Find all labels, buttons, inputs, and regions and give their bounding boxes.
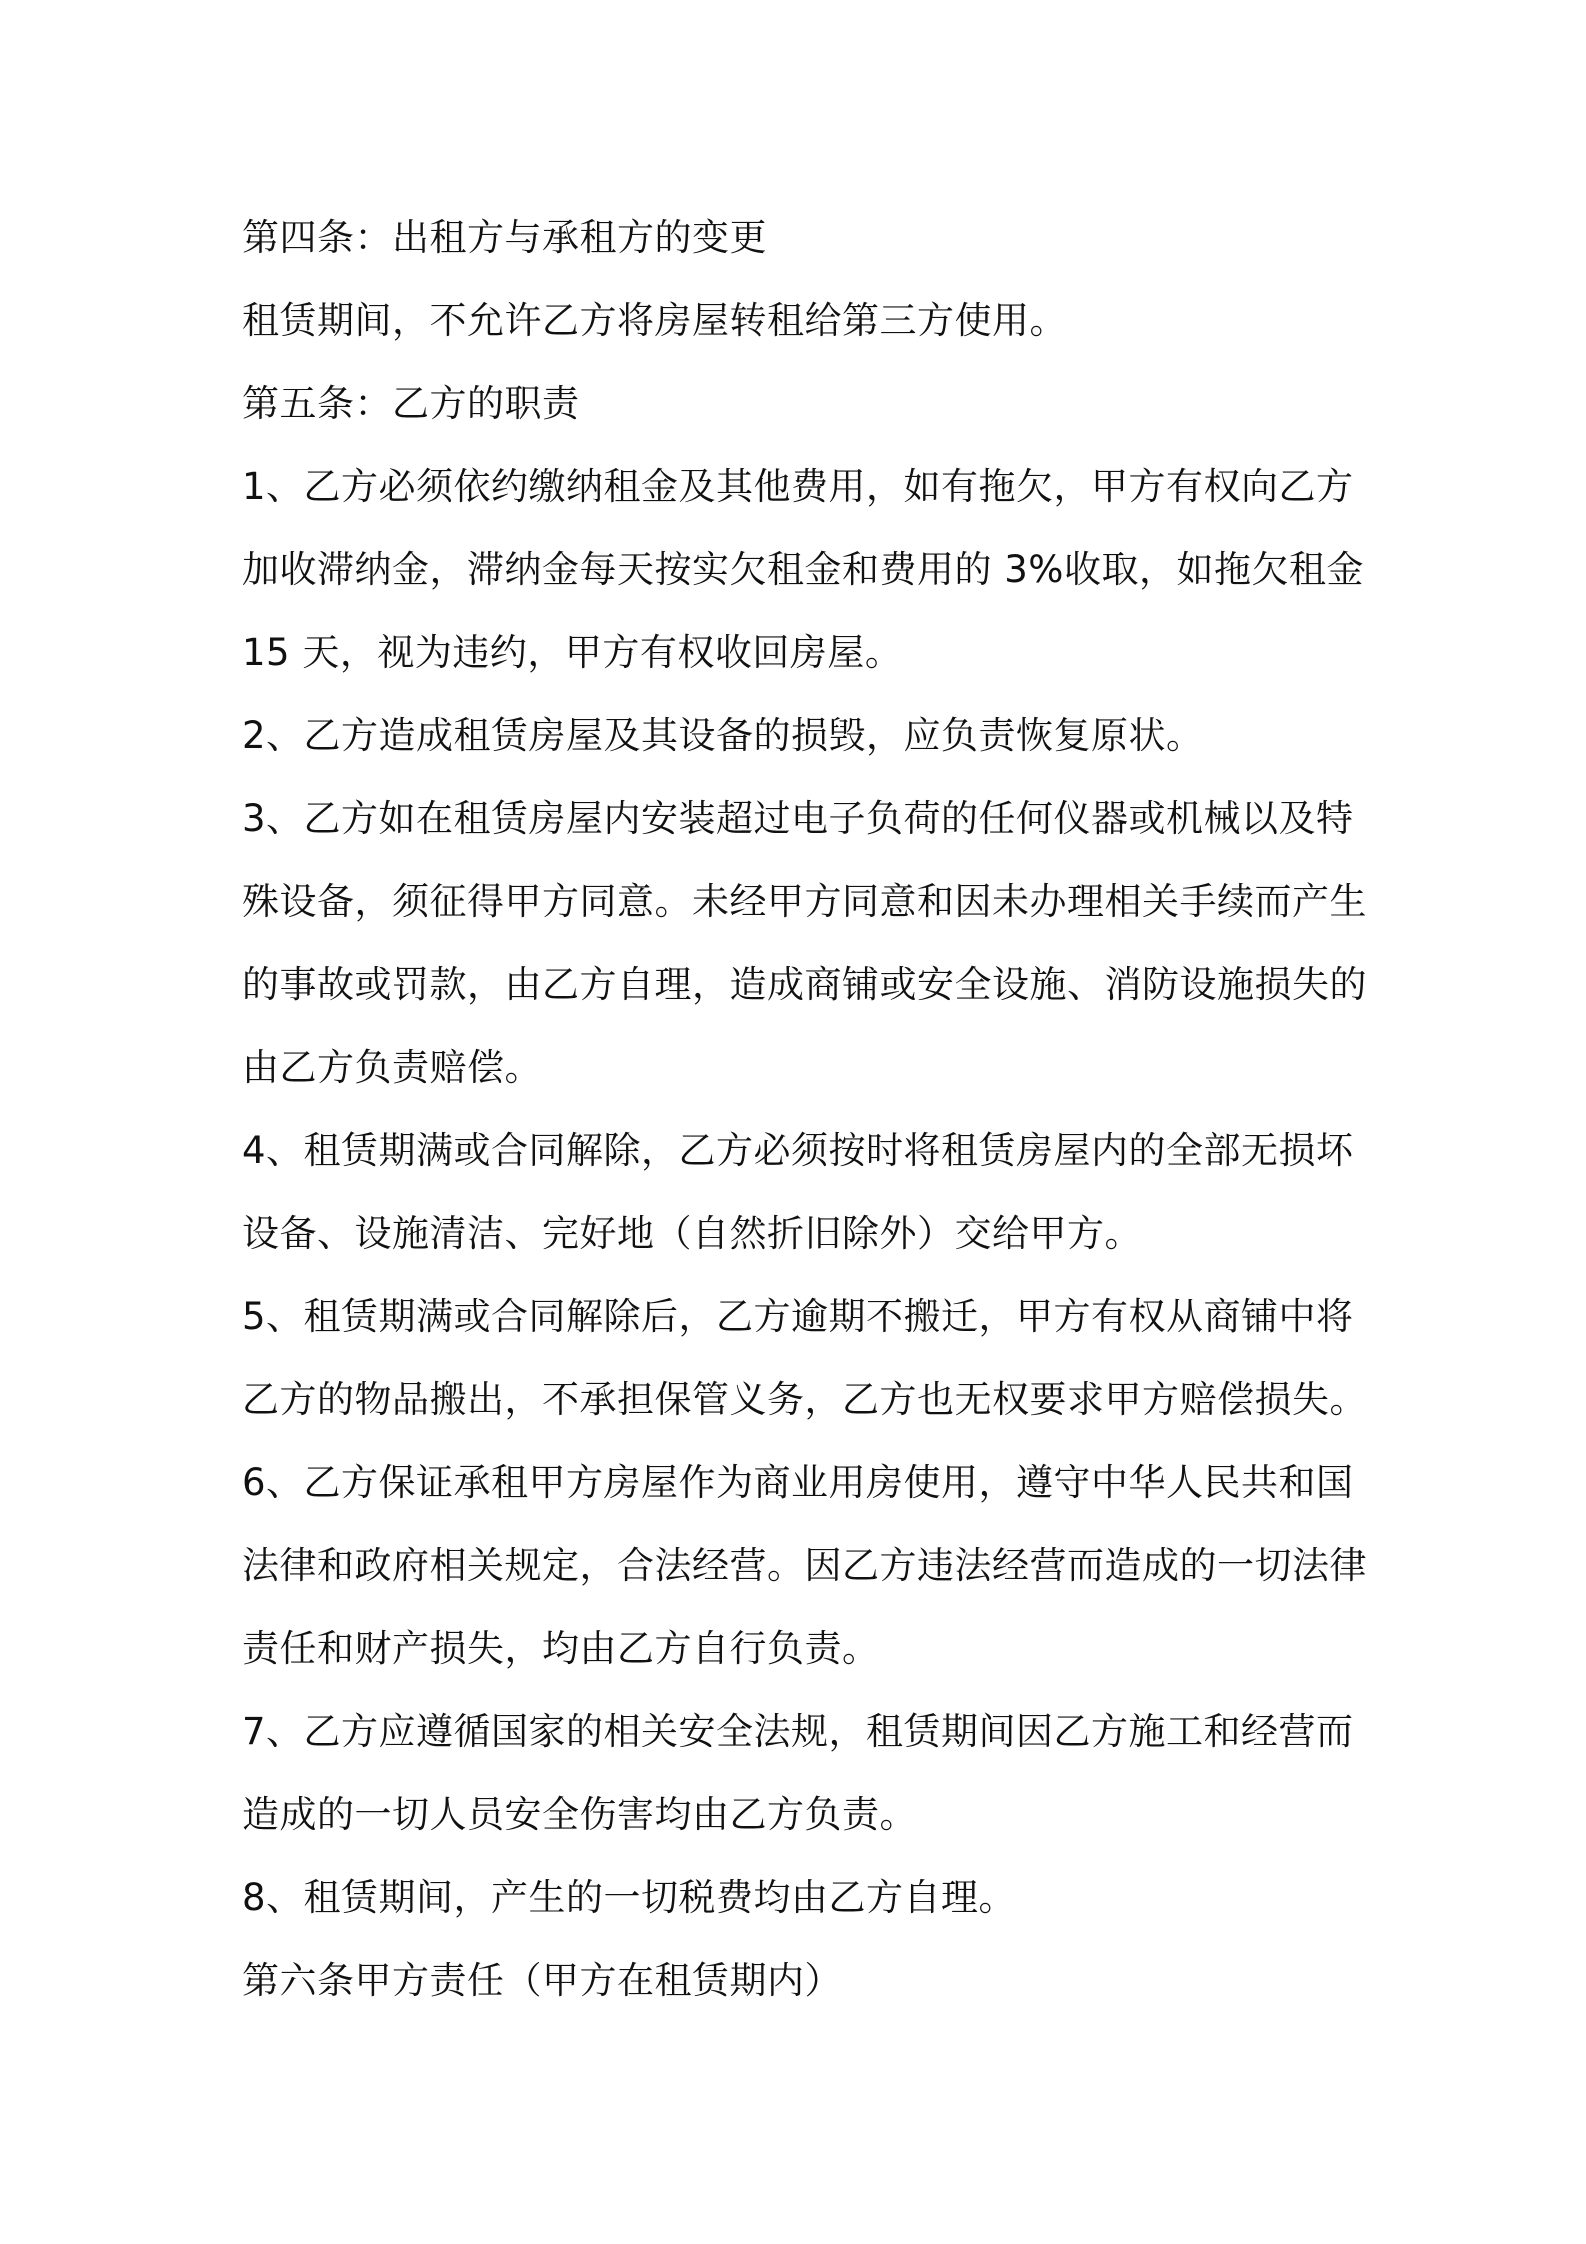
section-heading-6: 第六条甲方责任（甲方在租赁期内） [242, 1959, 842, 2002]
paragraph-line: 设备、设施清洁、完好地（自然折旧除外）交给甲方。 [242, 1212, 1142, 1255]
paragraph-line: 3、乙方如在租赁房屋内安装超过电子负荷的任何仪器或机械以及特 [242, 797, 1354, 840]
section-heading-4: 第四条：出租方与承租方的变更 [242, 216, 767, 259]
paragraph-line: 由乙方负责赔偿。 [242, 1046, 542, 1089]
paragraph-line: 15 天，视为违约，甲方有权收回房屋。 [242, 631, 903, 674]
document-body [242, 196, 1367, 2022]
paragraph-line: 1、乙方必须依约缴纳租金及其他费用，如有拖欠，甲方有权向乙方 [242, 465, 1354, 508]
paragraph-line: 的事故或罚款，由乙方自理，造成商铺或安全设施、消防设施损失的 [242, 963, 1367, 1006]
paragraph-line: 殊设备，须征得甲方同意。未经甲方同意和因未办理相关手续而产生 [242, 880, 1367, 923]
paragraph-line: 4、租赁期满或合同解除，乙方必须按时将租赁房屋内的全部无损坏 [242, 1129, 1354, 1172]
paragraph-line: 5、租赁期满或合同解除后，乙方逾期不搬迁，甲方有权从商铺中将 [242, 1295, 1354, 1338]
paragraph-line: 法律和政府相关规定，合法经营。因乙方违法经营而造成的一切法律 [242, 1544, 1367, 1587]
paragraph-line: 7、乙方应遵循国家的相关安全法规，租赁期间因乙方施工和经营而 [242, 1710, 1354, 1753]
paragraph-line: 造成的一切人员安全伤害均由乙方负责。 [242, 1793, 917, 1836]
paragraph-line: 8、租赁期间，产生的一切税费均由乙方自理。 [242, 1876, 1017, 1919]
paragraph-line: 加收滞纳金，滞纳金每天按实欠租金和费用的 3%收取，如拖欠租金 [242, 548, 1364, 591]
paragraph-line: 2、乙方造成租赁房屋及其设备的损毁，应负责恢复原状。 [242, 714, 1204, 757]
paragraph-line: 责任和财产损失，均由乙方自行负责。 [242, 1627, 880, 1670]
paragraph-line: 6、乙方保证承租甲方房屋作为商业用房使用，遵守中华人民共和国 [242, 1461, 1354, 1504]
paragraph-line: 乙方的物品搬出，不承担保管义务，乙方也无权要求甲方赔偿损失。 [242, 1378, 1367, 1421]
section-heading-5: 第五条：乙方的职责 [242, 382, 580, 425]
paragraph-line: 租赁期间，不允许乙方将房屋转租给第三方使用。 [242, 299, 1067, 342]
